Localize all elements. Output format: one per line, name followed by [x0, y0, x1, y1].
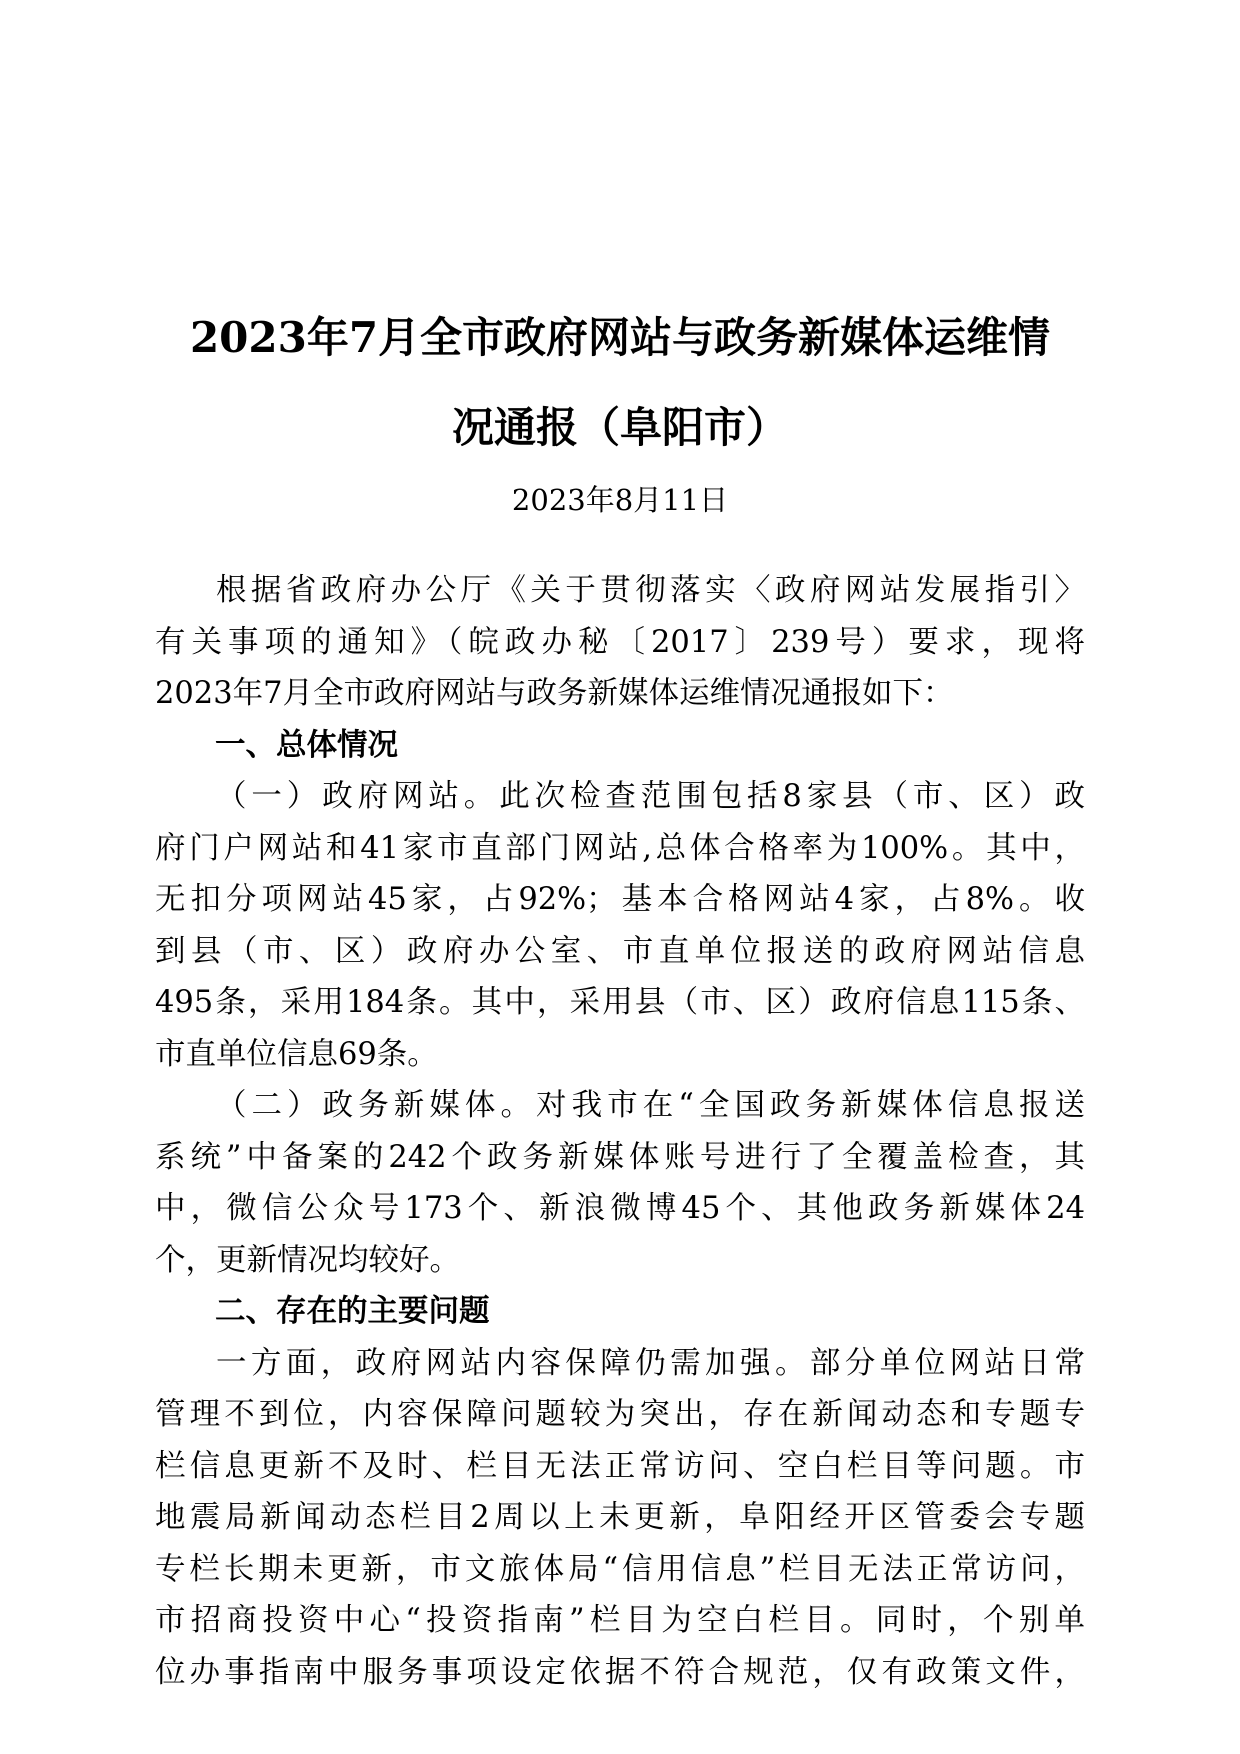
paragraph-problems-line: 管理不到位，内容保障问题较为突出，存在新闻动态和专题专: [155, 1397, 1085, 1432]
paragraph-new-media-line: 系统”中备案的242个政务新媒体账号进行了全覆盖检查，其: [155, 1139, 1085, 1175]
document-title-line-1: 2023年7月全市政府网站与政务新媒体运维情: [189, 313, 1051, 362]
paragraph-websites-line: （一）政府网站。此次检查范围包括8家县（市、区）政: [216, 779, 1085, 814]
paragraph-problems-line: 地震局新闻动态栏目2周以上未更新，阜阳经开区管委会专题: [155, 1500, 1085, 1535]
paragraph-new-media-line: 个，更新情况均较好。: [155, 1242, 460, 1278]
paragraph-intro-line: 有关事项的通知》（皖政办秘〔2017〕239号）要求，现将: [155, 624, 1085, 660]
paragraph-new-media-line: （二）政务新媒体。对我市在“全国政务新媒体信息报送: [216, 1088, 1085, 1123]
document-page: [155, 0, 1085, 1754]
paragraph-problems-line: 专栏长期未更新，市文旅体局“信用信息”栏目无法正常访问，: [155, 1551, 1085, 1587]
document-date: 2023年8月11日: [511, 483, 729, 517]
paragraph-websites-line: 市直单位信息69条。: [155, 1036, 438, 1072]
paragraph-problems-line: 栏信息更新不及时、栏目无法正常访问、空白栏目等问题。市: [155, 1448, 1085, 1484]
paragraph-new-media-line: 中，微信公众号173个、新浪微博45个、其他政务新媒体24: [155, 1191, 1085, 1226]
section-heading-problems: 二、存在的主要问题: [215, 1294, 490, 1329]
document-body: [155, 565, 1085, 1698]
paragraph-websites-line: 到县（市、区）政府办公室、市直单位报送的政府网站信息: [155, 933, 1085, 969]
document-title-line-2: 况通报（阜阳市）: [451, 403, 788, 452]
paragraph-websites-line: 府门户网站和41家市直部门网站,总体合格率为100%。其中，: [155, 830, 1085, 866]
paragraph-problems-line: 位办事指南中服务事项设定依据不符合规范，仅有政策文件，: [155, 1654, 1085, 1690]
section-heading-overall: 一、总体情况: [215, 727, 398, 763]
paragraph-intro-line: 2023年7月全市政府网站与政务新媒体运维情况通报如下：: [155, 676, 954, 711]
paragraph-websites-line: 495条，采用184条。其中，采用县（市、区）政府信息115条、: [155, 985, 1085, 1020]
paragraph-problems-line: 市招商投资中心“投资指南”栏目为空白栏目。同时，个别单: [155, 1603, 1085, 1638]
paragraph-intro-line: 根据省政府办公厅《关于贯彻落实〈政府网站发展指引〉: [216, 573, 1085, 608]
paragraph-websites-line: 无扣分项网站45家，占92%；基本合格网站4家，占8%。收: [155, 882, 1085, 917]
paragraph-problems-line: 一方面，政府网站内容保障仍需加强。部分单位网站日常: [216, 1345, 1085, 1381]
